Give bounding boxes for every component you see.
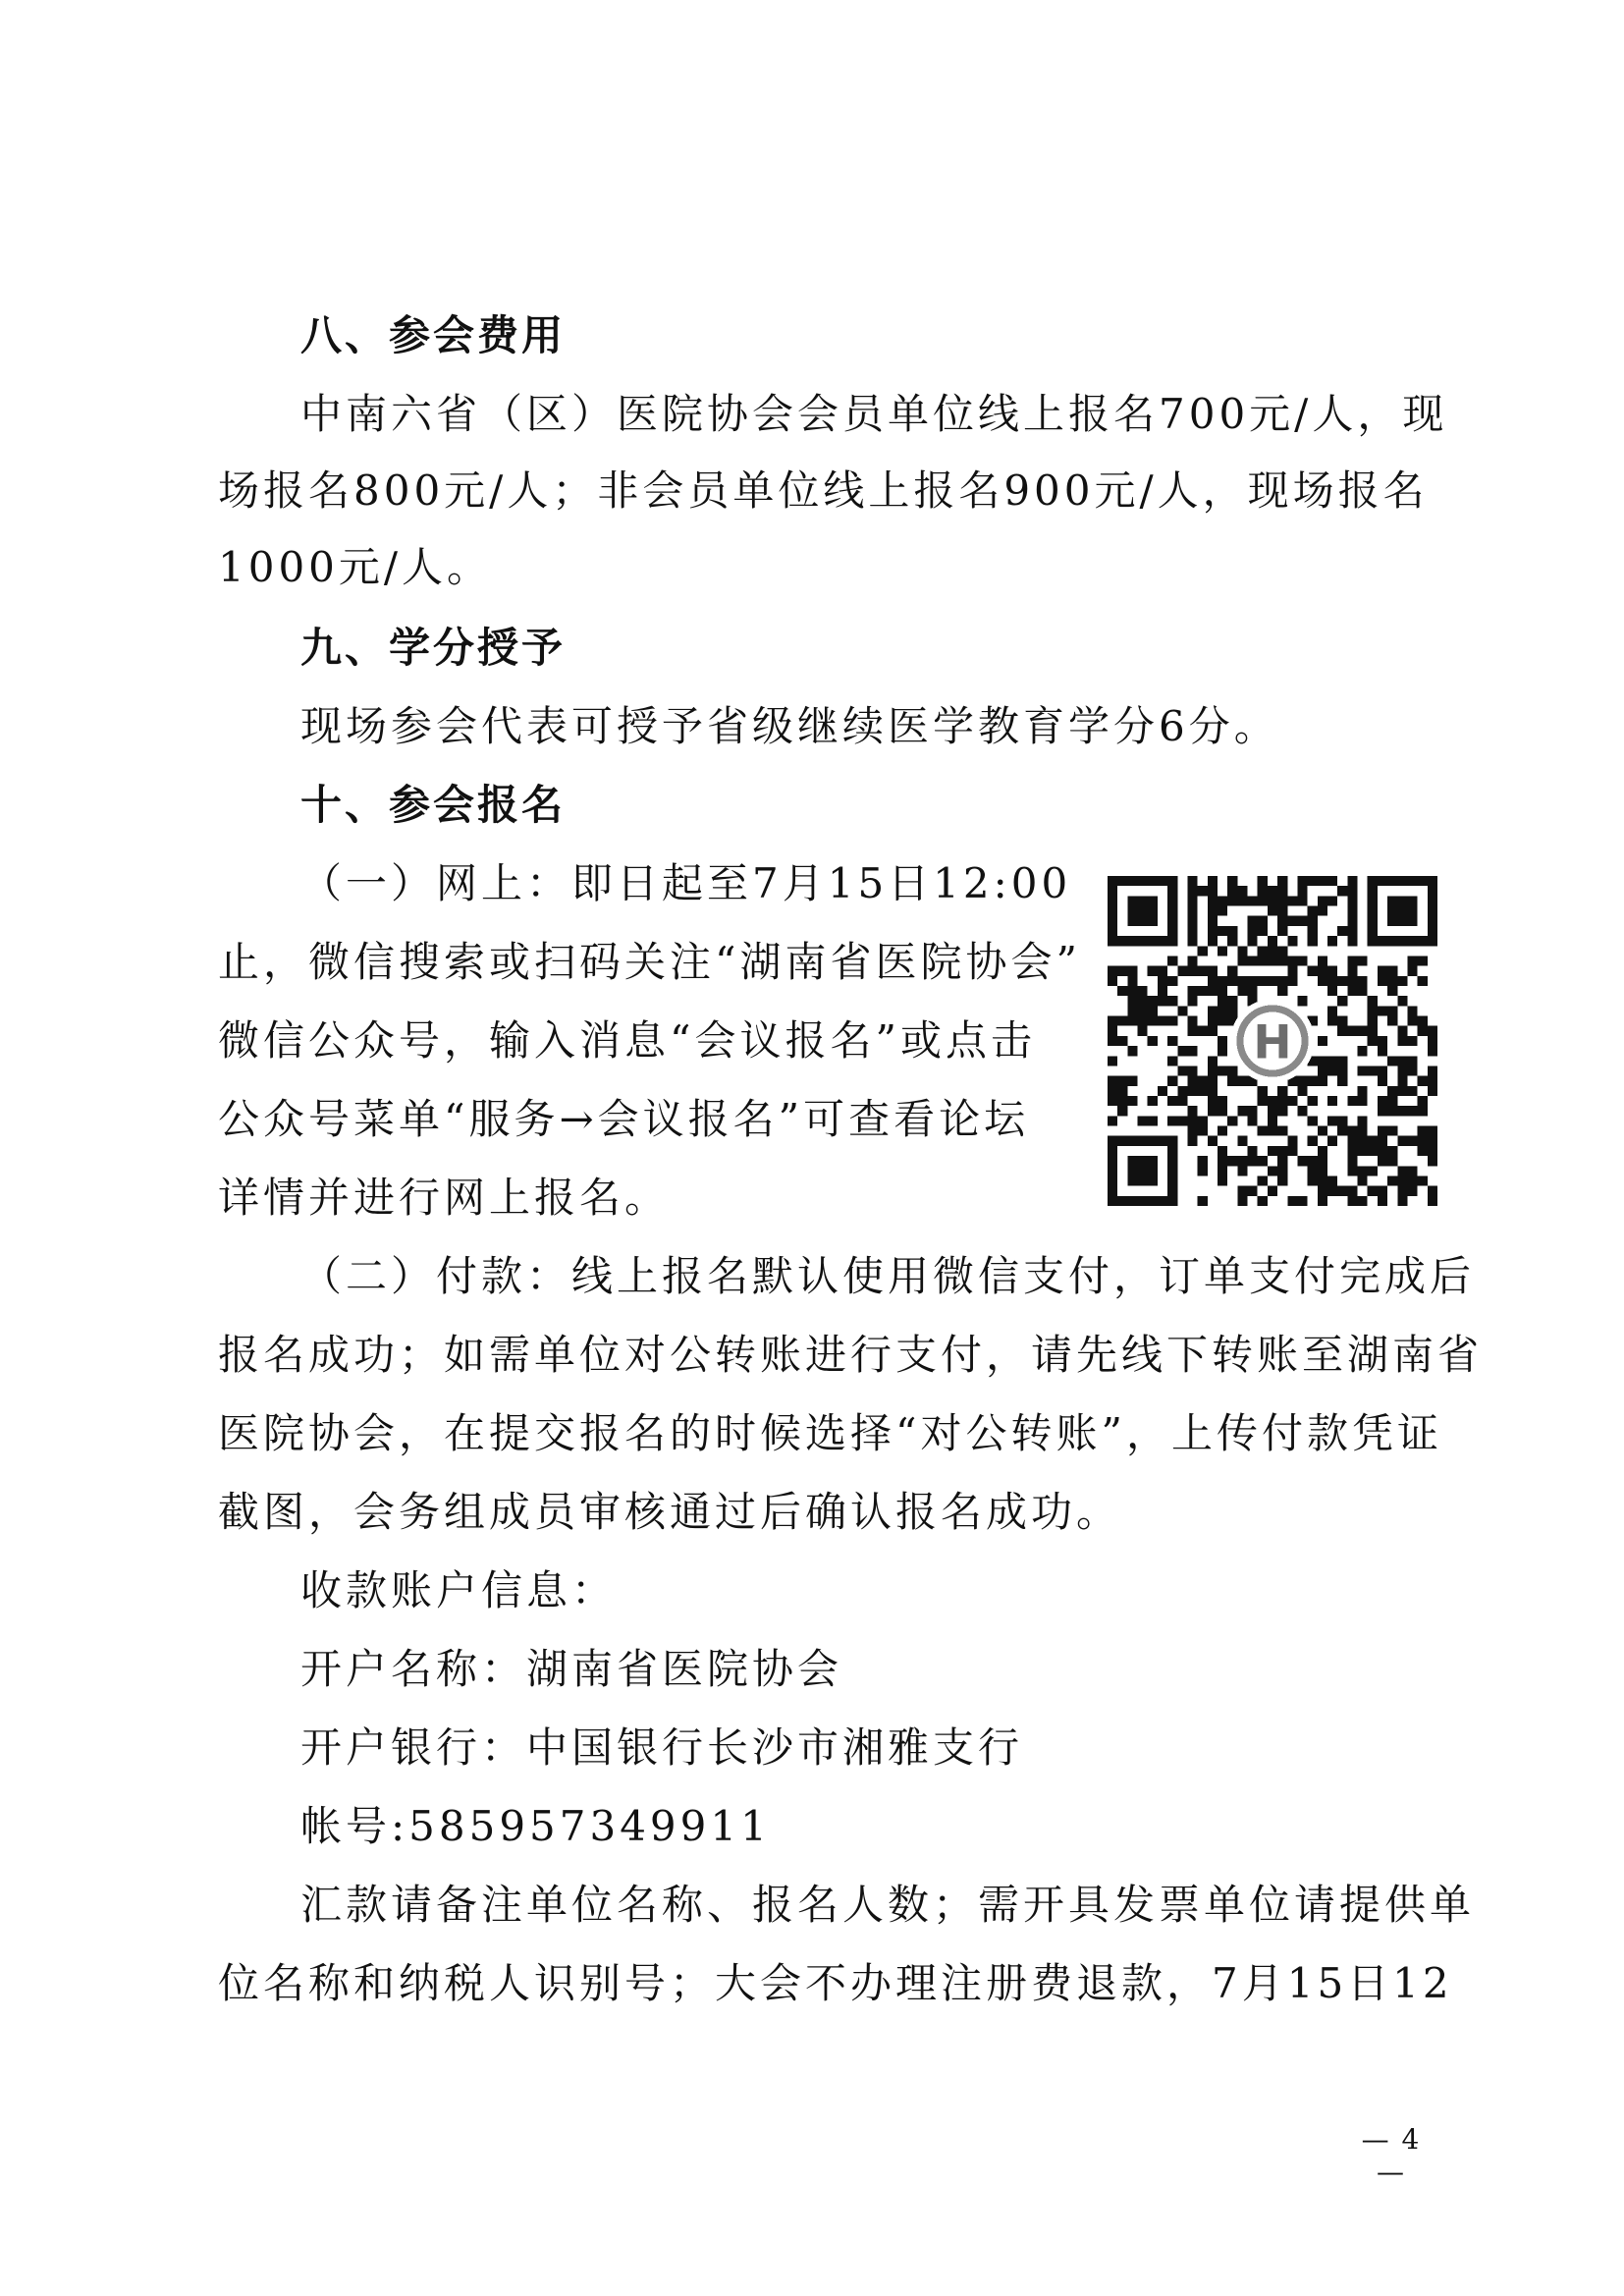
online-line-3: 微信公众号，输入消息“会议报名”或点击: [218, 1016, 1036, 1065]
fees-line-3: 1000元/人。: [218, 543, 493, 591]
qr-logo-letter: H: [1253, 1016, 1292, 1070]
payment-line-1: （二）付款：线上报名默认使用微信支付，订单支付完成后: [300, 1252, 1476, 1300]
account-title: 收款账户信息：: [300, 1566, 618, 1614]
page-number: — 4 —: [1361, 2123, 1422, 2188]
remit-line-1: 汇款请备注单位名称、报名人数；需开具发票单位请提供单: [300, 1881, 1476, 1929]
credits-line-1: 现场参会代表可授予省级继续医学教育学分6分。: [300, 702, 1279, 750]
account-name: 开户名称：湖南省医院协会: [300, 1645, 843, 1693]
account-bank: 开户银行：中国银行长沙市湘雅支行: [300, 1723, 1024, 1772]
remit-line-2: 位名称和纳税人识别号；大会不办理注册费退款，7月15日12: [218, 1959, 1453, 2007]
payment-line-2: 报名成功；如需单位对公转账进行支付，请先线下转账至湖南省: [218, 1331, 1484, 1379]
section-heading-credits: 九、学分授予: [300, 624, 567, 672]
payment-line-3: 医院协会，在提交报名的时候选择“对公转账”，上传付款凭证: [218, 1409, 1442, 1457]
section-heading-registration: 十、参会报名: [300, 781, 567, 829]
online-line-2: 止，微信搜索或扫码关注“湖南省医院协会”: [218, 938, 1081, 986]
section-heading-fees: 八、参会费用: [300, 311, 567, 359]
qr-code-icon: [1108, 876, 1437, 1206]
fees-line-1: 中南六省（区）医院协会会员单位线上报名700元/人，现: [300, 390, 1448, 438]
online-line-4: 公众号菜单“服务→会议报名”可查看论坛: [218, 1095, 1030, 1143]
account-number: 帐号:585957349911: [300, 1802, 771, 1850]
online-line-1: （一）网上：即日起至7月15日12:00: [300, 859, 1072, 907]
online-line-5: 详情并进行网上报名。: [218, 1174, 671, 1222]
payment-line-4: 截图，会务组成员审核通过后确认报名成功。: [218, 1488, 1122, 1536]
fees-line-2: 场报名800元/人；非会员单位线上报名900元/人，现场报名: [218, 466, 1429, 515]
